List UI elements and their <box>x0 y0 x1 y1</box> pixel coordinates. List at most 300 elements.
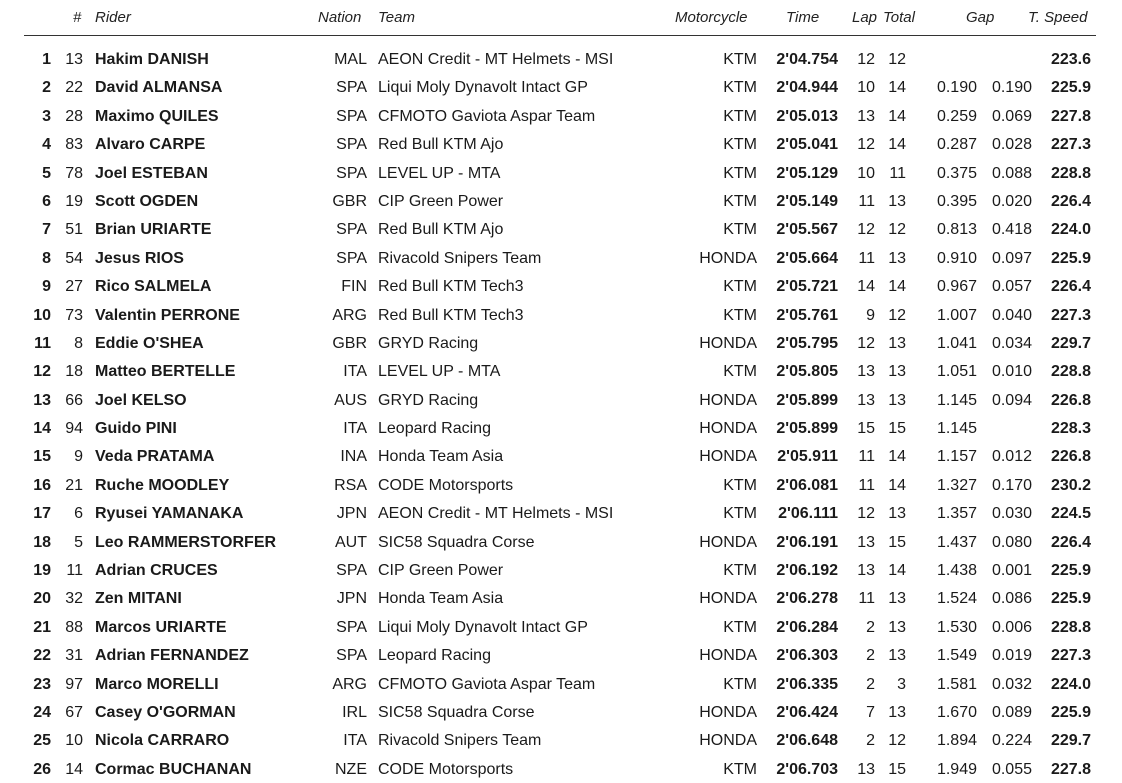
position: 12 <box>33 363 51 381</box>
total-laps: 12 <box>888 732 906 750</box>
position: 9 <box>42 278 51 296</box>
rider-number: 11 <box>66 562 83 580</box>
nation: GBR <box>332 192 367 210</box>
lap: 13 <box>857 533 875 551</box>
lap-time: 2'05.899 <box>776 420 838 438</box>
table-row <box>24 130 1096 158</box>
rider-name: Maximo QUILES <box>95 107 219 125</box>
top-speed: 228.8 <box>1050 164 1091 182</box>
lap-time: 2'05.664 <box>776 249 838 267</box>
total-laps: 13 <box>888 334 906 352</box>
gap-first: 1.007 <box>936 306 977 324</box>
lap: 2 <box>866 618 875 636</box>
lap: 11 <box>858 476 875 494</box>
lap-time: 2'06.303 <box>776 647 838 665</box>
header-number: # <box>73 9 82 26</box>
rider-number: 54 <box>65 249 83 267</box>
lap: 13 <box>857 562 875 580</box>
table-row <box>24 329 1096 357</box>
rider-name: Adrian CRUCES <box>95 562 218 580</box>
top-speed: 225.9 <box>1050 562 1091 580</box>
team: Red Bull KTM Tech3 <box>378 306 524 324</box>
table-row <box>24 73 1096 101</box>
position: 26 <box>33 760 51 778</box>
header-lap: Lap <box>852 9 878 26</box>
position: 7 <box>42 221 51 239</box>
gap-first: 1.357 <box>936 505 977 523</box>
table-row <box>24 698 1096 726</box>
lap-time: 2'06.191 <box>776 533 838 551</box>
rider-name: David ALMANSA <box>95 79 223 97</box>
table-row <box>24 584 1096 612</box>
lap: 12 <box>857 136 875 154</box>
lap-time: 2'05.129 <box>776 164 838 182</box>
top-speed: 227.8 <box>1050 107 1091 125</box>
table-row <box>24 45 1096 73</box>
motorcycle: KTM <box>723 562 757 580</box>
nation: GBR <box>332 334 367 352</box>
top-speed: 225.9 <box>1050 249 1091 267</box>
motorcycle: KTM <box>723 618 757 636</box>
rider-number: 83 <box>65 136 83 154</box>
total-laps: 14 <box>888 562 906 580</box>
header-motorcycle: Motorcycle <box>675 9 748 26</box>
lap: 2 <box>866 732 875 750</box>
lap: 13 <box>857 107 875 125</box>
gap-first: 1.549 <box>936 647 977 665</box>
lap-time: 2'06.284 <box>776 618 838 636</box>
motorcycle: KTM <box>723 476 757 494</box>
position: 4 <box>42 136 51 154</box>
total-laps: 13 <box>888 590 906 608</box>
team: CFMOTO Gaviota Aspar Team <box>378 675 596 693</box>
team: Leopard Racing <box>378 420 491 438</box>
position: 1 <box>42 51 51 68</box>
rider-name: Joel KELSO <box>95 391 187 409</box>
top-speed: 230.2 <box>1050 476 1091 494</box>
table-row <box>24 414 1096 442</box>
team: Liqui Moly Dynavolt Intact GP <box>378 618 588 636</box>
team: LEVEL UP - MTA <box>378 363 501 381</box>
position: 17 <box>33 505 51 523</box>
lap-time: 2'06.192 <box>776 562 838 580</box>
rider-number: 21 <box>65 476 83 494</box>
motorcycle: KTM <box>723 505 757 523</box>
nation: SPA <box>336 249 367 267</box>
lap: 13 <box>857 391 875 409</box>
header-team: Team <box>378 9 415 26</box>
lap-time: 2'05.721 <box>776 278 838 296</box>
total-laps: 12 <box>888 306 906 324</box>
lap: 2 <box>866 647 875 665</box>
top-speed: 226.4 <box>1050 533 1091 551</box>
total-laps: 14 <box>888 278 906 296</box>
header-time: Time <box>786 9 820 26</box>
nation: JPN <box>336 590 367 608</box>
gap-first: 1.157 <box>936 448 977 466</box>
gap-first: 1.145 <box>936 391 977 409</box>
position: 13 <box>33 391 51 409</box>
table-row <box>24 726 1096 754</box>
nation: SPA <box>336 647 367 665</box>
rider-name: Marco MORELLI <box>95 675 219 693</box>
rider-number: 51 <box>65 221 83 239</box>
team: GRYD Racing <box>378 334 479 352</box>
table-row <box>24 528 1096 556</box>
gap-previous: 0.088 <box>991 164 1032 182</box>
gap-first: 0.395 <box>936 192 977 210</box>
motorcycle: HONDA <box>699 647 757 665</box>
lap-time: 2'05.149 <box>776 192 838 210</box>
rider-number: 13 <box>65 51 83 68</box>
team: CIP Green Power <box>378 562 504 580</box>
top-speed: 226.4 <box>1050 278 1091 296</box>
gap-previous: 0.040 <box>991 306 1032 324</box>
lap-time: 2'06.335 <box>776 675 838 693</box>
rider-number: 6 <box>74 505 83 523</box>
rider-number: 19 <box>65 192 83 210</box>
position: 15 <box>33 448 51 466</box>
position: 20 <box>33 590 51 608</box>
lap-time: 2'06.111 <box>778 505 838 523</box>
team: Liqui Moly Dynavolt Intact GP <box>378 79 588 97</box>
nation: JPN <box>336 505 367 523</box>
top-speed: 228.8 <box>1050 363 1091 381</box>
lap-time: 2'04.944 <box>776 79 838 97</box>
lap: 11 <box>858 192 875 210</box>
position: 21 <box>33 618 51 636</box>
lap: 9 <box>866 306 875 324</box>
gap-previous: 0.055 <box>991 760 1032 778</box>
top-speed: 224.5 <box>1050 505 1091 523</box>
motorcycle: KTM <box>723 306 757 324</box>
table-row <box>24 670 1096 698</box>
results-table <box>24 0 1096 783</box>
rider-name: Joel ESTEBAN <box>95 164 208 182</box>
position: 25 <box>33 732 51 750</box>
gap-first: 1.327 <box>936 476 977 494</box>
nation: AUS <box>334 391 367 409</box>
motorcycle: HONDA <box>699 703 757 721</box>
gap-first: 1.051 <box>936 363 977 381</box>
team: Rivacold Snipers Team <box>378 732 542 750</box>
rider-name: Cormac BUCHANAN <box>95 760 252 778</box>
nation: RSA <box>334 476 367 494</box>
header-top-speed: T. Speed <box>1028 9 1088 26</box>
lap: 12 <box>857 505 875 523</box>
nation: INA <box>340 448 367 466</box>
team: Red Bull KTM Ajo <box>378 136 504 154</box>
lap-time: 2'05.911 <box>777 448 838 466</box>
lap: 12 <box>857 51 875 68</box>
top-speed: 227.3 <box>1050 136 1091 154</box>
lap-time: 2'06.703 <box>776 760 838 778</box>
motorcycle: HONDA <box>699 590 757 608</box>
nation: IRL <box>342 703 367 721</box>
gap-first: 1.581 <box>936 675 977 693</box>
total-laps: 13 <box>888 505 906 523</box>
rider-number: 73 <box>65 306 83 324</box>
lap: 2 <box>866 675 875 693</box>
rider-name: Nicola CARRARO <box>95 732 230 750</box>
table-row <box>24 159 1096 187</box>
table-row <box>24 244 1096 272</box>
lap: 12 <box>857 334 875 352</box>
rider-name: Scott OGDEN <box>95 192 199 210</box>
table-row <box>24 442 1096 470</box>
rider-number: 28 <box>65 107 83 125</box>
top-speed: 229.7 <box>1050 334 1091 352</box>
gap-previous: 0.097 <box>991 249 1032 267</box>
total-laps: 11 <box>889 164 906 182</box>
gap-first: 0.813 <box>936 221 977 239</box>
nation: ARG <box>332 675 367 693</box>
rider-name: Eddie O'SHEA <box>95 334 204 352</box>
team: LEVEL UP - MTA <box>378 164 501 182</box>
rider-number: 22 <box>65 79 83 97</box>
position: 8 <box>42 249 51 267</box>
position: 22 <box>33 647 51 665</box>
motorcycle: HONDA <box>699 249 757 267</box>
total-laps: 13 <box>888 618 906 636</box>
position: 23 <box>33 675 51 693</box>
position: 10 <box>33 306 51 324</box>
lap-time: 2'06.278 <box>776 590 838 608</box>
rider-number: 78 <box>65 164 83 182</box>
total-laps: 3 <box>897 675 906 693</box>
team: GRYD Racing <box>378 391 479 409</box>
lap-time: 2'05.761 <box>776 306 838 324</box>
rider-name: Hakim DANISH <box>95 51 209 68</box>
rider-number: 97 <box>65 675 83 693</box>
table-row <box>24 499 1096 527</box>
team: Leopard Racing <box>378 647 491 665</box>
gap-first: 1.894 <box>936 732 977 750</box>
lap-time: 2'05.795 <box>776 334 838 352</box>
nation: ITA <box>343 363 367 381</box>
team: CODE Motorsports <box>378 760 514 778</box>
nation: MAL <box>334 51 367 68</box>
motorcycle: KTM <box>723 760 757 778</box>
table-row <box>24 386 1096 414</box>
total-laps: 14 <box>888 107 906 125</box>
motorcycle: HONDA <box>699 391 757 409</box>
team: Rivacold Snipers Team <box>378 249 542 267</box>
rider-number: 9 <box>74 448 83 466</box>
lap: 10 <box>857 164 875 182</box>
rider-name: Brian URIARTE <box>95 221 212 239</box>
gap-previous: 0.094 <box>991 391 1032 409</box>
gap-first: 1.437 <box>936 533 977 551</box>
table-row <box>24 755 1096 783</box>
rider-number: 14 <box>65 760 83 778</box>
gap-previous: 0.006 <box>991 618 1032 636</box>
lap-time: 2'04.754 <box>776 51 838 68</box>
rider-name: Zen MITANI <box>95 590 182 608</box>
rider-name: Adrian FERNANDEZ <box>95 647 249 665</box>
gap-first: 1.530 <box>936 618 977 636</box>
header-nation: Nation <box>318 9 362 26</box>
position: 24 <box>33 703 51 721</box>
gap-previous: 0.418 <box>991 221 1032 239</box>
gap-first: 0.259 <box>936 107 977 125</box>
total-laps: 12 <box>888 221 906 239</box>
gap-previous: 0.086 <box>991 590 1032 608</box>
top-speed: 227.3 <box>1050 306 1091 324</box>
top-speed: 225.9 <box>1050 79 1091 97</box>
nation: SPA <box>336 107 367 125</box>
rider-name: Leo RAMMERSTORFER <box>95 533 277 551</box>
team: CFMOTO Gaviota Aspar Team <box>378 107 596 125</box>
motorcycle: HONDA <box>699 533 757 551</box>
total-laps: 13 <box>888 703 906 721</box>
team: AEON Credit - MT Helmets - MSI <box>378 505 614 523</box>
lap-time: 2'05.899 <box>776 391 838 409</box>
team: Honda Team Asia <box>378 590 504 608</box>
top-speed: 228.3 <box>1050 420 1091 438</box>
table-row <box>24 357 1096 385</box>
rider-name: Jesus RIOS <box>95 249 184 267</box>
top-speed: 229.7 <box>1050 732 1091 750</box>
nation: SPA <box>336 618 367 636</box>
motorcycle: HONDA <box>699 334 757 352</box>
total-laps: 12 <box>888 51 906 68</box>
rider-number: 5 <box>74 533 83 551</box>
rider-name: Casey O'GORMAN <box>95 703 236 721</box>
gap-first: 1.949 <box>936 760 977 778</box>
total-laps: 14 <box>888 476 906 494</box>
rider-number: 31 <box>65 647 83 665</box>
rider-name: Veda PRATAMA <box>95 448 215 466</box>
top-speed: 226.8 <box>1050 391 1091 409</box>
nation: ITA <box>343 420 367 438</box>
table-row <box>24 556 1096 584</box>
motorcycle: KTM <box>723 278 757 296</box>
team: CIP Green Power <box>378 192 504 210</box>
lap: 11 <box>858 249 875 267</box>
total-laps: 13 <box>888 647 906 665</box>
rider-number: 67 <box>65 703 83 721</box>
top-speed: 227.8 <box>1050 760 1091 778</box>
motorcycle: KTM <box>723 164 757 182</box>
motorcycle: HONDA <box>699 448 757 466</box>
position: 14 <box>33 420 51 438</box>
gap-previous: 0.030 <box>991 505 1032 523</box>
header-rider: Rider <box>95 9 131 26</box>
gap-first: 0.375 <box>936 164 977 182</box>
gap-previous: 0.010 <box>991 363 1032 381</box>
lap-time: 2'06.081 <box>776 476 838 494</box>
lap: 13 <box>857 760 875 778</box>
top-speed: 224.0 <box>1050 675 1091 693</box>
nation: NZE <box>335 760 367 778</box>
total-laps: 13 <box>888 249 906 267</box>
table-row <box>24 215 1096 243</box>
motorcycle: KTM <box>723 51 757 68</box>
rider-number: 18 <box>65 363 83 381</box>
lap: 7 <box>866 703 875 721</box>
team: AEON Credit - MT Helmets - MSI <box>378 51 614 68</box>
top-speed: 226.4 <box>1050 192 1091 210</box>
table-header <box>24 0 1096 36</box>
nation: SPA <box>336 136 367 154</box>
gap-first: 0.967 <box>936 278 977 296</box>
table-row <box>24 641 1096 669</box>
header-total: Total <box>883 9 915 26</box>
team: Red Bull KTM Ajo <box>378 221 504 239</box>
lap: 14 <box>857 278 875 296</box>
gap-first: 0.190 <box>936 79 977 97</box>
rider-number: 88 <box>65 618 83 636</box>
gap-previous: 0.224 <box>991 732 1032 750</box>
rider-number: 32 <box>65 590 83 608</box>
top-speed: 225.9 <box>1050 703 1091 721</box>
rider-number: 8 <box>74 334 83 352</box>
gap-previous: 0.001 <box>991 562 1032 580</box>
total-laps: 15 <box>888 533 906 551</box>
lap-time: 2'05.013 <box>776 107 838 125</box>
nation: SPA <box>336 221 367 239</box>
rider-name: Rico SALMELA <box>95 278 212 296</box>
top-speed: 223.6 <box>1050 51 1091 68</box>
rider-number: 94 <box>65 420 83 438</box>
gap-previous: 0.019 <box>991 647 1032 665</box>
gap-previous: 0.069 <box>991 107 1032 125</box>
motorcycle: KTM <box>723 79 757 97</box>
gap-previous: 0.028 <box>991 136 1032 154</box>
gap-previous: 0.034 <box>991 334 1032 352</box>
gap-first: 1.524 <box>936 590 977 608</box>
nation: AUT <box>335 533 367 551</box>
gap-first: 0.910 <box>936 249 977 267</box>
lap-time: 2'06.424 <box>776 703 838 721</box>
motorcycle: KTM <box>723 363 757 381</box>
gap-previous: 0.032 <box>991 675 1032 693</box>
table-body <box>24 45 1096 783</box>
total-laps: 13 <box>888 363 906 381</box>
table-row <box>24 187 1096 215</box>
rider-name: Ryusei YAMANAKA <box>95 505 244 523</box>
total-laps: 15 <box>888 760 906 778</box>
motorcycle: HONDA <box>699 420 757 438</box>
team: SIC58 Squadra Corse <box>378 703 535 721</box>
lap-time: 2'05.805 <box>776 363 838 381</box>
nation: ARG <box>332 306 367 324</box>
motorcycle: KTM <box>723 136 757 154</box>
position: 5 <box>42 164 51 182</box>
nation: SPA <box>336 79 367 97</box>
total-laps: 13 <box>888 391 906 409</box>
top-speed: 228.8 <box>1050 618 1091 636</box>
rider-number: 66 <box>65 391 83 409</box>
total-laps: 13 <box>888 192 906 210</box>
rider-name: Alvaro CARPE <box>95 136 206 154</box>
gap-previous: 0.170 <box>991 476 1032 494</box>
rider-name: Ruche MOODLEY <box>95 476 230 494</box>
nation: SPA <box>336 562 367 580</box>
table-row <box>24 301 1096 329</box>
rider-name: Guido PINI <box>95 420 177 438</box>
gap-first: 0.287 <box>936 136 977 154</box>
position: 2 <box>42 79 51 97</box>
team: CODE Motorsports <box>378 476 514 494</box>
table-row <box>24 613 1096 641</box>
gap-previous: 0.012 <box>991 448 1032 466</box>
rider-name: Valentin PERRONE <box>95 306 240 324</box>
lap: 15 <box>857 420 875 438</box>
team: SIC58 Squadra Corse <box>378 533 535 551</box>
position: 18 <box>33 533 51 551</box>
